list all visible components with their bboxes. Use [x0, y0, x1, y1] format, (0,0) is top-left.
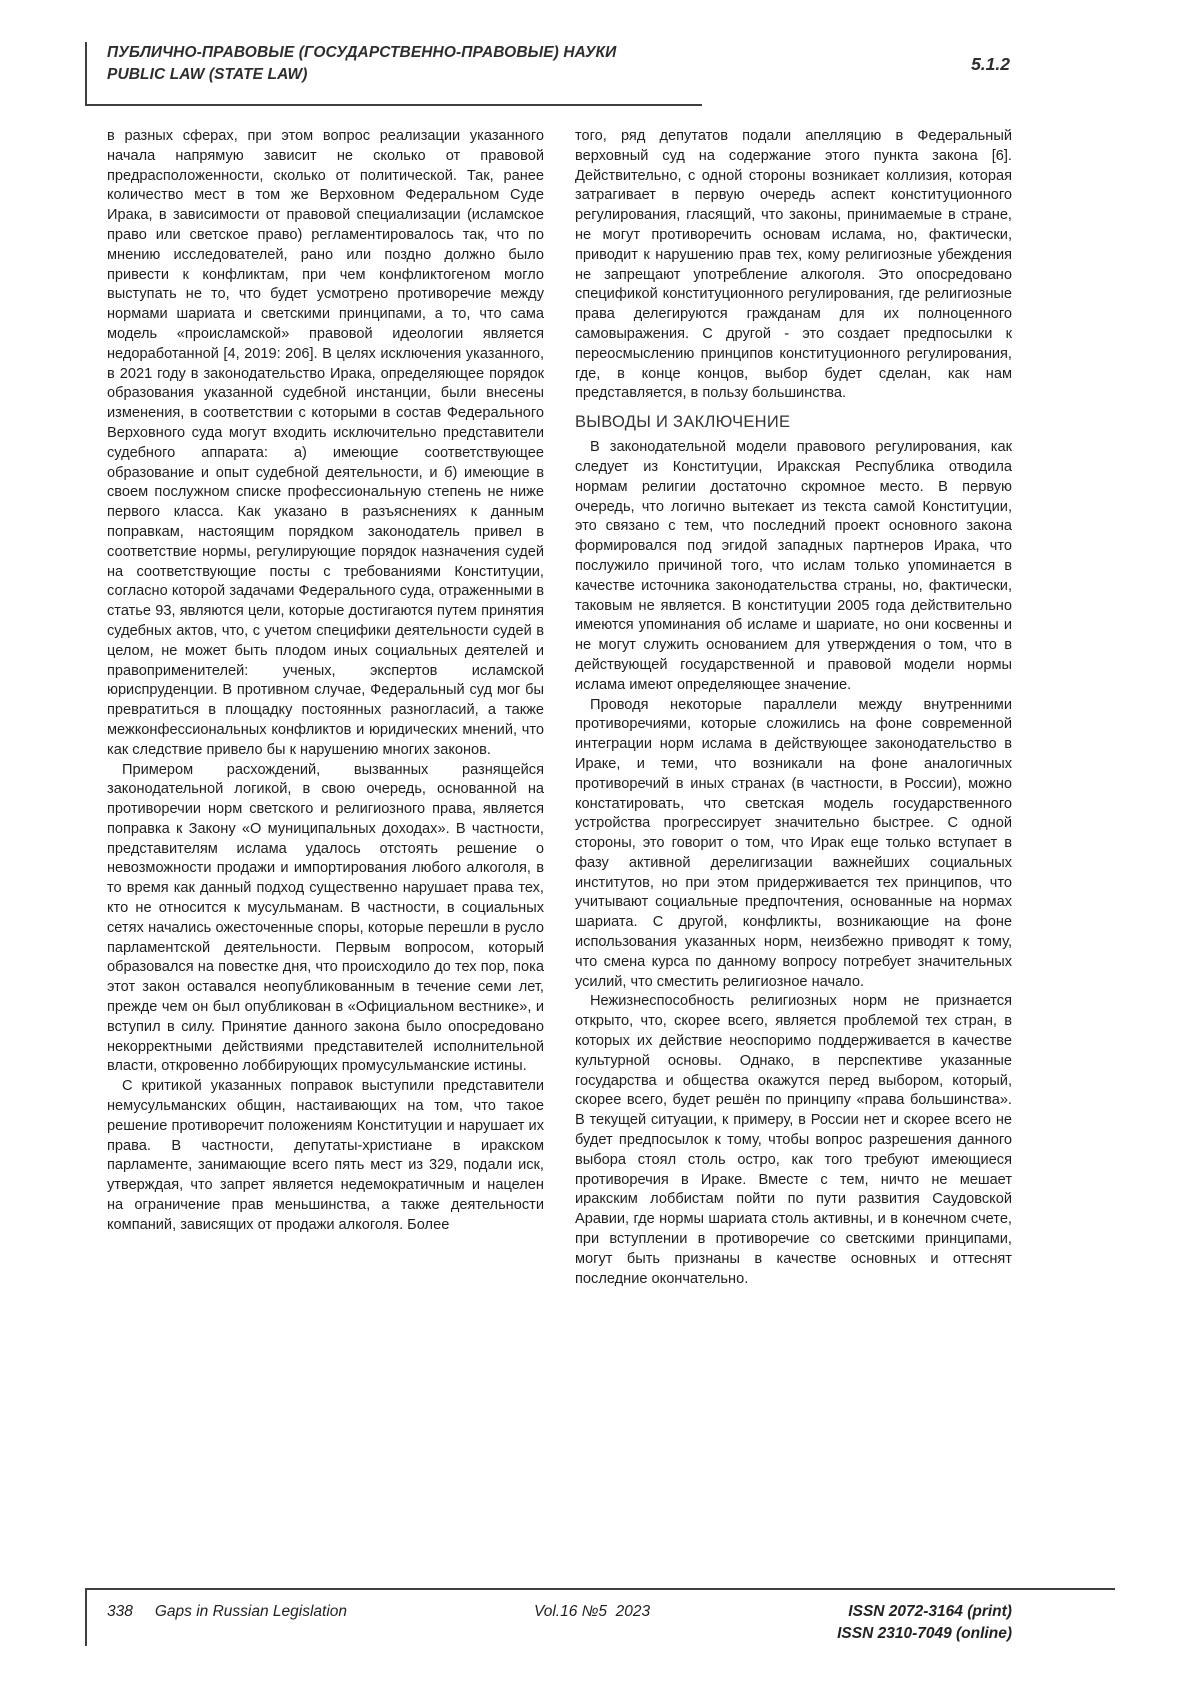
footer-page-number: 338 [107, 1603, 133, 1620]
header-title-en: PUBLIC LAW (STATE LAW) [107, 66, 308, 83]
paragraph: Примером расхождений, вызванных разнящейся законодательной логикой, в свою очередь, основанной на противоречии норм светского и религиозного права, является поправка к Закону «О муниципальных доходах». В частности, представителям ислама удалось отстоять решение о невозможности продажи и импортирования любого алкоголя, в то время как данный подход существенно нарушает права тех, кто не относится к мусульманам. В частности, в социальных сетях начались ожесточенные споры, которые перешли в русло парламентской деятельности. Первым вопросом, который образовался на повестке дня, что происходило до тех пор, пока этот закон оставался неопубликованным в течение семи лет, прежде чем он был опубликован в «Официальном вестнике», и вступил в силу. Принятие данного закона было опосредовано некорректными действиями представителей исполнительной власти, откровенно лоббирующих промусульманские истины. [107, 761, 544, 1075]
paragraph: Нежизнеспособность религиозных норм не признается открыто, что, скорее всего, является проблемой тех стран, в которых их действие неоспоримо поддерживается в качестве культурной основы. Однако, в перспективе указанные государства и общества окажутся перед выбором, который, скорее всего, будет решён по принципу «права большинства». В текущей ситуации, к примеру, в России нет и скорее всего не будет предпосылок к тому, чтобы вопрос разрешения данного выбора стоял столь остро, как того требуют имеющиеся противоречия в Ираке. Вместе с тем, ничто не мешает иракским лоббистам пойти по пути развития Саудовской Аравии, где нормы шариата столь активны, и в конечном счете, при вступлении в противоречие со светскими принципами, могут быть признаны в качестве основных и оттеснят последние окончательно. [575, 993, 1012, 1287]
footer-issn-block [837, 1601, 1012, 1645]
section-code: 5.1.2 [971, 53, 1010, 74]
paragraph: В законодательной модели правового регулирования, как следует из Конституции, Иракская Республика отводила нормам религии достаточно скромное место. В первую очередь, что логично вытекает из текста самой Конституции, это связано с тем, что последний проект основного закона формировался под эгидой западных партнеров Ирака, что послужило причиной того, что ислам только упоминается в качестве источника законодательства страны, но, фактически, таковым не является. В конституции 2005 года действительно имеются упоминания об исламе и шариате, но они косвенны и не могут служить основанием для утверждения о том, что в действующей государственной и правовой модели нормы ислама имеют определяющее значение. [575, 439, 1012, 693]
footer-issn-online: ISSN 2310-7049 (online) [837, 1625, 1012, 1642]
footer-issue: Vol.16 №5 2023 [533, 1603, 651, 1620]
section-heading: ВЫВОДЫ И ЗАКЛЮЧЕНИЕ [575, 413, 791, 432]
footer-left-group [107, 1601, 347, 1623]
header-left-rule [85, 42, 87, 105]
column-right-bottom [575, 438, 1012, 1289]
paragraph: в разных сферах, при этом вопрос реализации указанного начала напрямую зависит не сколько от правовой предрасположенности, сколько от политической. Так, ранее количество мест в том же Верховном Федеральном Суде Ирака, в зависимости от правовой специализации (исламское право или светское право) регламентировалось так, что по мнению исследователей, рано или поздно должно было привести к конфликтам, при чем конфликтогеном могло выступать не то, что будет усмотрено противоречие между нормами шариата и светскими принципами, а то, что сама модель «происламской» правовой идеологии является недоработанной [4, 2019: 206]. В целях исключения указанного, в 2021 году в законодательство Ирака, определяющее порядок образования указанной судебной инстанции, были внесены изменения, в соответствии с которыми в состав Федерального Верховного суда могут входить исключительно представители судебного аппарата: а) имеющие соответствующее образование и опыт судебной деятельности, и б) имеющие в своем послужном списке профессиональную степень не ниже первого класса. Как указано в разъяснениях к данным поправкам, настоящим порядком законодатель привел в соответствие нормы, регулирующие порядок назначения судей на соответствующие посты с требованиями Конституции, согласно которой задачами Федерального суда, отраженными в статье 93, являются цели, которые достигаются путем принятия судебных актов, что, с учетом специфики деятельности судей в целом, не может быть плодом иных социальных деятелей и правоприменителей: ученых, экспертов исламской юриспруденции. В противном случае, Федеральный суд мог бы превратиться в площадку постоянных разногласий, а также межконфессиональных конфликтов и юридических мнений, что как следствие привело бы к нарушению многих законов. [107, 128, 544, 758]
footer-issn-print: ISSN 2072-3164 (print) [848, 1603, 1012, 1620]
header-title-ru: ПУБЛИЧНО-ПРАВОВЫЕ (ГОСУДАРСТВЕННО-ПРАВОВЫЕ) НАУКИ [107, 44, 617, 61]
footer-journal-title: Gaps in Russian Legislation [154, 1603, 348, 1620]
article-body [107, 127, 1012, 1289]
running-footer [107, 1601, 1012, 1645]
footer-left-rule [85, 1588, 87, 1646]
paragraph: С критикой указанных поправок выступили представители немусульманских общин, настаивающих на том, что такое решение противоречит положениям Конституции и нарушает их права. В частности, депутаты-христиане в иракском парламенте, занимающие всего пять мест из 329, подали иск, утверждая, что запрет является недемократичным и нацелен на ограничение прав меньшинства, а также деятельности компаний, зависящих от продажи алкоголя. Более [107, 1078, 544, 1233]
running-header [107, 42, 1012, 86]
header-titles [107, 42, 616, 86]
column-left [107, 127, 544, 1289]
paragraph: того, ряд депутатов подали апелляцию в Федеральный верховный суд на содержание этого пункта закона [6]. Действительно, с одной стороны возникает коллизия, которая затрагивает в первую очередь аспект конституционного регулирования, гласящий, что законы, принимаемые в стране, не могут противоречить основам ислама, но, фактически, приводит к нарушению прав тех, кому религиозные убеждения не запрещают употребление алкоголя. Это опосредовано спецификой конституционного регулирования, где религиозные права делегируются гражданам для их полноценного самовыражения. С другой - это создает предпосылки к переосмыслению принципов конституционного регулирования, где, в конце концов, выбор будет сделан, как нам представляется, в пользу большинства. [575, 128, 1012, 402]
column-right [575, 127, 1012, 1289]
header-rule [85, 104, 702, 106]
column-right-top [575, 127, 1012, 404]
paragraph: Проводя некоторые параллели между внутренними противоречиями, которые сложились на фоне современной интеграции норм ислама в действующее законодательство в Ираке, и теми, что возникали на фоне аналогичных противоречий в иных странах (в частности, в России), можно констатировать, что светская модель государственного устройства прогрессирует значительно быстрее. С одной стороны, это говорит о том, что Ирак еще только вступает в фазу активной дерелигизации важнейших социальных институтов, но при этом придерживается тех принципов, что учитывают социальные предпочтения, основанные на нормах шариата. С другой, конфликты, возникающие на фоне использования указанных норм, неизбежно приводят к тому, что смена курса по данному вопросу потребует значительных усилий, что сместить религиозное начало. [575, 696, 1012, 990]
footer-rule [85, 1588, 1115, 1590]
